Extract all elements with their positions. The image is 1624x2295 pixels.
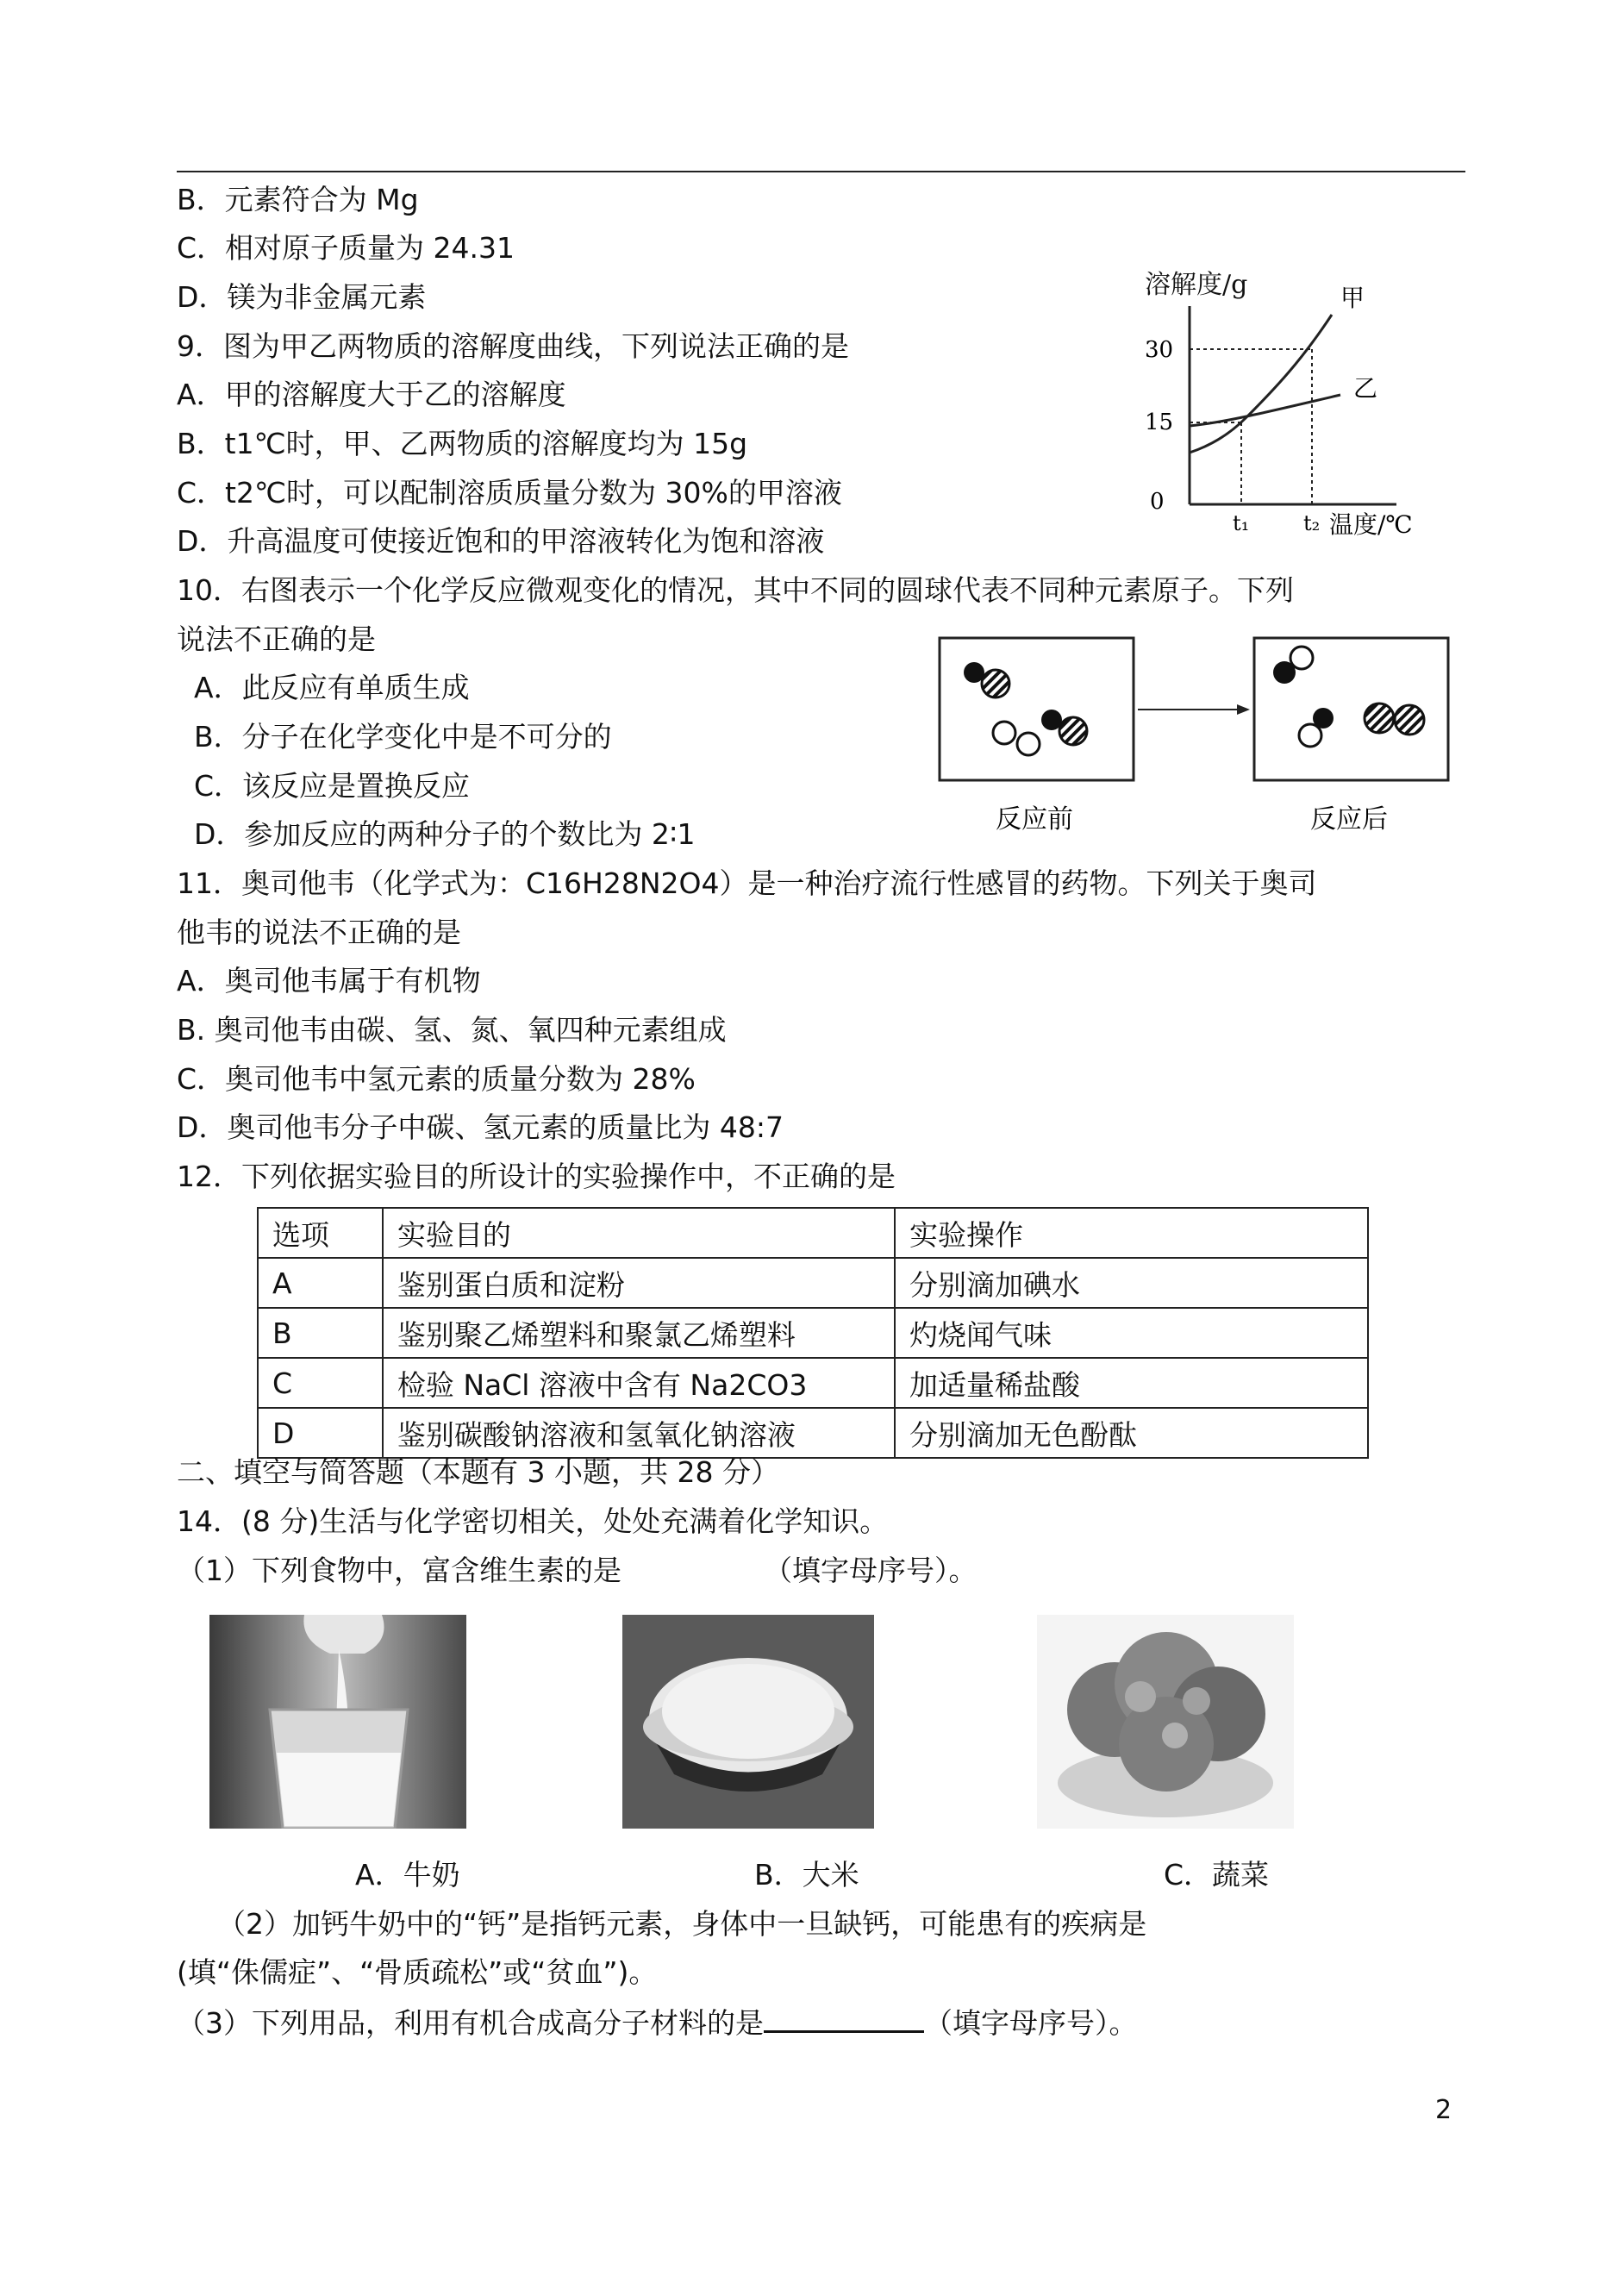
before-label: 反应前: [996, 804, 1073, 835]
q10-option-a: A．此反应有单质生成: [194, 671, 470, 704]
table-cell: 检验 NaCl 溶液中含有 Na2CO3: [383, 1358, 895, 1408]
experiment-table: [257, 1207, 1369, 1459]
y-tick-0: 0: [1150, 489, 1165, 515]
food-caption-c: C．蔬菜: [1164, 1858, 1270, 1892]
table-row: [258, 1358, 1368, 1408]
after-label: 反应后: [1310, 804, 1388, 835]
table-cell: 分别滴加碘水: [895, 1258, 1368, 1308]
table-cell: 加适量稀盐酸: [895, 1358, 1368, 1408]
q9-option-a: A．甲的溶解度大于乙的溶解度: [177, 378, 566, 411]
y-tick-30: 30: [1145, 337, 1174, 363]
q10-option-d: D．参加反应的两种分子的个数比为 2∶1: [194, 817, 696, 851]
food-caption-b: B．大米: [754, 1858, 859, 1892]
table-header-cell: 选项: [258, 1208, 383, 1258]
q12-stem: 12．下列依据实验目的所设计的实验操作中，不正确的是: [177, 1160, 896, 1193]
reaction-arrowhead: [1237, 704, 1250, 715]
q14-part2-line1: （2）加钙牛奶中的“钙”是指钙元素，身体中一旦缺钙，可能患有的疾病是: [217, 1907, 1147, 1941]
milk-photo: [209, 1615, 466, 1829]
q11-stem-line1: 11．奥司他韦（化学式为：C16H28N2O4）是一种治疗流行性感冒的药物。下列关于奥司: [177, 866, 1317, 900]
q10-stem-line2: 说法不正确的是: [177, 622, 376, 656]
q11-option-d: D．奥司他韦分子中碳、氢元素的质量比为 48:7: [177, 1110, 784, 1144]
table-row: [258, 1308, 1368, 1358]
q8-option-d: D．镁为非金属元素: [177, 280, 427, 314]
curve-jia: [1190, 315, 1332, 453]
q9-option-c: C．t2℃时，可以配制溶质质量分数为 30%的甲溶液: [177, 476, 842, 510]
x-tick-t2: t₂: [1303, 511, 1321, 535]
q8-option-c: C．相对原子质量为 24.31: [177, 231, 515, 265]
q14-part3-suffix: （填字母序号）。: [924, 2006, 1138, 2040]
q10-option-b: B．分子在化学变化中是不可分的: [194, 720, 612, 754]
reaction-diagram: [935, 634, 1483, 845]
q11-stem-line2: 他韦的说法不正确的是: [177, 916, 461, 949]
table-cell: 鉴别聚乙烯塑料和聚氯乙烯塑料: [383, 1308, 895, 1358]
q11-option-c: C．奥司他韦中氢元素的质量分数为 28%: [177, 1062, 696, 1096]
q8-option-b: B．元素符合为 Mg: [177, 183, 419, 216]
q14-stem: 14．(8 分)生活与化学密切相关，处处充满着化学知识。: [177, 1504, 889, 1538]
table-row: [258, 1408, 1368, 1458]
table-cell: B: [258, 1308, 383, 1358]
x-tick-t1: t₁: [1233, 511, 1250, 535]
table-cell: 灼烧闻气味: [895, 1308, 1368, 1358]
q14-part1-suffix: （填字母序号）。: [764, 1554, 978, 1587]
table-row: [258, 1258, 1368, 1308]
rice-photo: [622, 1615, 874, 1829]
y-tick-15: 15: [1145, 410, 1174, 435]
table-cell: D: [258, 1408, 383, 1458]
q14-part3-text: （3）下列用品，利用有机合成高分子材料的是: [177, 2006, 764, 2040]
q9-stem: 9．图为甲乙两物质的溶解度曲线，下列说法正确的是: [177, 329, 849, 363]
table-cell: A: [258, 1258, 383, 1308]
q14-part3-answer-blank[interactable]: [764, 2004, 924, 2033]
q11-option-b: B. 奥司他韦由碳、氢、氮、氧四种元素组成: [177, 1013, 727, 1047]
q14-part3: [177, 2004, 1138, 2041]
table-cell: C: [258, 1358, 383, 1408]
q9-option-b: B．t1℃时，甲、乙两物质的溶解度均为 15g: [177, 427, 748, 460]
q11-option-a: A．奥司他韦属于有机物: [177, 964, 481, 997]
solubility-xlabel: 温度/℃: [1329, 510, 1413, 539]
solubility-curve-figure: [1138, 259, 1431, 543]
before-box: [940, 638, 1134, 780]
q10-stem-line1: 10．右图表示一个化学反应微观变化的情况，其中不同的圆球代表不同种元素原子。下列: [177, 573, 1294, 607]
q14-part1: [177, 1554, 978, 1588]
solubility-ylabel: 溶解度/g: [1145, 270, 1248, 300]
section-2-heading: 二、填空与简答题（本题有 3 小题，共 28 分）: [177, 1455, 779, 1489]
q14-part2-line2: (填“侏儒症”、“骨质疏松”或“贫血”)。: [177, 1955, 658, 1989]
page-number: 2: [1435, 2095, 1452, 2125]
table-header-cell: 实验目的: [383, 1208, 895, 1258]
q10-option-c: C．该反应是置换反应: [194, 769, 471, 803]
table-header-cell: 实验操作: [895, 1208, 1368, 1258]
table-cell: 分别滴加无色酚酞: [895, 1408, 1368, 1458]
vegetable-photo: [1037, 1615, 1294, 1829]
q9-option-d: D．升高温度可使接近饱和的甲溶液转化为饱和溶液: [177, 524, 825, 558]
table-header-row: [258, 1208, 1368, 1258]
header-rule: [177, 171, 1465, 172]
table-cell: 鉴别蛋白质和淀粉: [383, 1258, 895, 1308]
q14-part1-text: （1）下列食物中，富含维生素的是: [177, 1554, 621, 1587]
curve-label-yi: 乙: [1353, 374, 1378, 403]
curve-label-jia: 甲: [1340, 284, 1365, 312]
food-caption-a: A．牛奶: [355, 1858, 460, 1892]
table-cell: 鉴别碳酸钠溶液和氢氧化钠溶液: [383, 1408, 895, 1458]
